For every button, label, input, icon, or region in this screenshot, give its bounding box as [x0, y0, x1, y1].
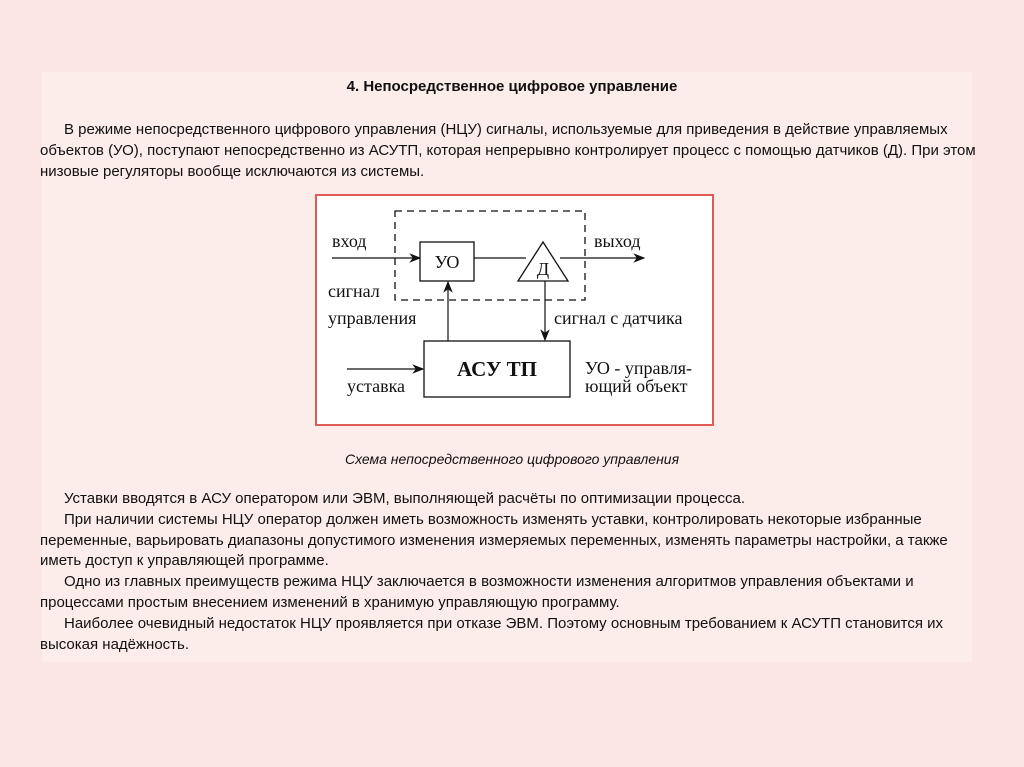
- control-signal-label-2: управления: [328, 308, 417, 328]
- legend-line-1: УО - управля-: [585, 358, 692, 378]
- control-signal-label-1: сигнал: [328, 281, 380, 301]
- control-scheme-diagram: [315, 194, 714, 426]
- slide-title: 4. Непосредственное цифровое управление: [346, 78, 678, 95]
- sensor-label: Д: [536, 259, 550, 279]
- asu-label: АСУ ТП: [456, 357, 538, 381]
- intro-text: [40, 120, 980, 182]
- input-label: вход: [332, 231, 367, 251]
- uo-label: УО: [434, 252, 460, 272]
- body-text: [40, 489, 980, 655]
- paragraph: Наиболее очевидный недостаток НЦУ проявляется при отказе ЭВМ. Поэтому основным требованием к АСУТП становится их высокая надёжность.: [40, 614, 944, 653]
- paragraph: Одно из главных преимуществ режима НЦУ заключается в возможности изменения алгоритмов управления объектами и процессами простым внесением изменений в хранимую управляющую программу.: [40, 573, 914, 611]
- legend-line-2: ющий объект: [585, 376, 688, 396]
- intro-paragraph: В режиме непосредственного цифрового управления (НЦУ) сигналы, используемые для приведения в действие управляемых объектов (УО), поступают непосредственно из АСУТП, которая непрерывно контролирует процесс с помощью датчиков (Д). При этом низовые регуляторы вообще исключаются из системы.: [40, 121, 976, 180]
- sensor-signal-label: сигнал с датчика: [554, 308, 683, 328]
- paragraph: Уставки вводятся в АСУ оператором или ЭВМ, выполняющей расчёты по оптимизации процесса.: [64, 490, 746, 507]
- paragraph: При наличии системы НЦУ оператор должен иметь возможность изменять уставки, контролировать некоторые избранные переменные, варьировать диапазоны допустимого изменения измеряемых переменных, изменять параметры настройки, а также иметь доступ к управляющей программе.: [40, 510, 948, 570]
- diagram-svg: [315, 194, 714, 426]
- output-label: выход: [594, 231, 641, 251]
- diagram-caption: Схема непосредственного цифрового управления: [344, 451, 680, 467]
- setpoint-label: уставка: [347, 376, 406, 396]
